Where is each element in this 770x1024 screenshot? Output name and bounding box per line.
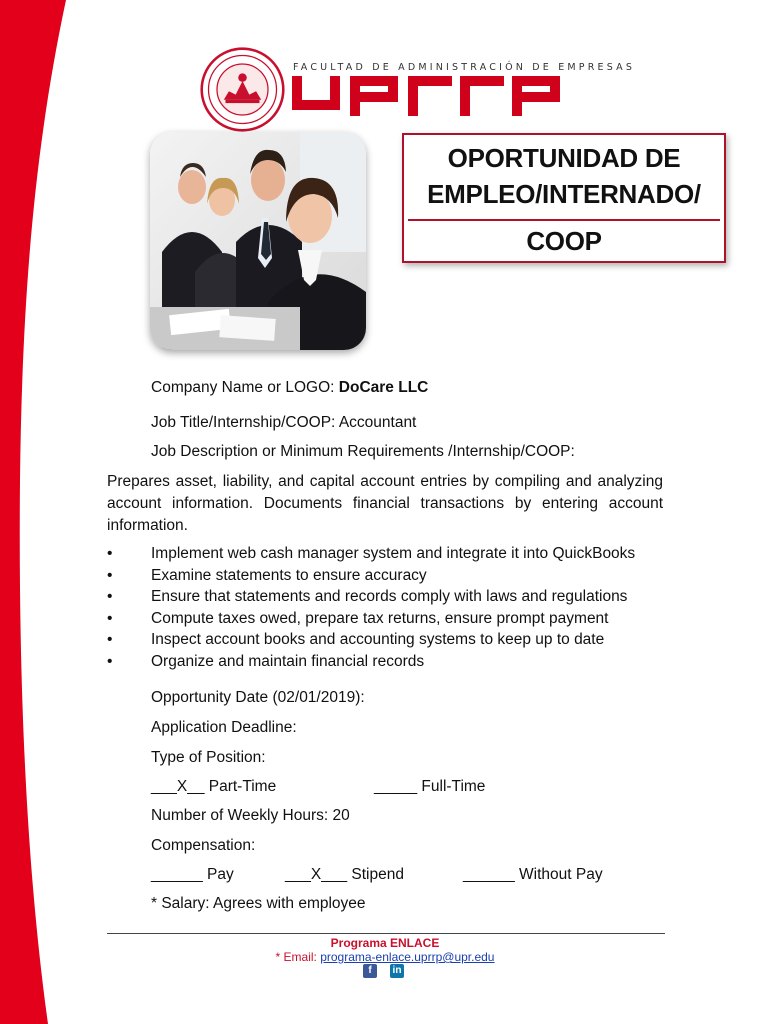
list-item: • Ensure that statements and records comply with laws and regulations	[107, 588, 628, 606]
job-title-row	[151, 414, 416, 432]
email-label: * Email:	[275, 950, 317, 964]
job-title-value: Accountant	[338, 414, 417, 431]
footer-divider	[107, 933, 665, 934]
email-link[interactable]: programa-enlace.uprrp@upr.edu	[320, 950, 495, 964]
compensation-label: Compensation:	[151, 837, 256, 854]
faculty-name: FACULTAD DE ADMINISTRACIÓN DE EMPRESAS	[293, 62, 636, 73]
footer-email-row	[0, 950, 770, 964]
list-item: • Implement web cash manager system and integrate it into QuickBooks	[107, 545, 636, 562]
uprrp-logo	[292, 76, 572, 116]
linkedin-icon[interactable]: in	[390, 964, 404, 978]
pay-option: ______ Pay	[151, 866, 234, 883]
business-team-photo	[150, 132, 366, 350]
title-line-1: OPORTUNIDAD DE	[447, 143, 681, 173]
job-title-label: Job Title/Internship/COOP:	[151, 414, 336, 431]
facebook-icon[interactable]: f	[363, 964, 377, 978]
list-item: • Examine statements to ensure accuracy	[107, 566, 427, 584]
program-name: Programa ENLACE	[330, 936, 440, 950]
job-description-label: Job Description or Minimum Requirements /Internship/COOP:	[151, 443, 575, 460]
company-label: Company Name or LOGO:	[151, 379, 335, 396]
salary-note: * Salary: Agrees with employee	[151, 895, 366, 912]
stipend-option: ___X___ Stipend	[285, 866, 404, 883]
company-value: DoCare LLC	[338, 379, 429, 396]
type-of-position: Type of Position:	[151, 749, 266, 766]
title-box	[402, 133, 726, 263]
list-item: • Compute taxes owed, prepare tax returns, ensure prompt payment	[107, 609, 609, 627]
without-pay-option: ______ Without Pay	[463, 866, 603, 883]
part-time-option: ___X__ Part-Time	[151, 778, 277, 795]
weekly-hours: Number of Weekly Hours: 20	[151, 807, 350, 824]
list-item: • Inspect account books and accounting systems to keep up to date	[107, 631, 605, 649]
duties-list	[107, 545, 667, 675]
application-deadline: Application Deadline:	[151, 719, 297, 736]
red-side-band	[0, 0, 80, 1024]
university-seal-icon	[200, 47, 285, 132]
title-divider	[408, 219, 720, 221]
list-item: • Organize and maintain financial records	[107, 652, 425, 670]
company-row	[151, 379, 428, 397]
title-line-3: COOP	[526, 226, 602, 256]
title-line-2: EMPLEO/INTERNADO/	[427, 179, 701, 209]
job-description-text: Prepares asset, liability, and capital account entries by compiling and analyzing account information. Documents financial transactions by entering account information.	[107, 473, 663, 534]
opportunity-date: Opportunity Date (02/01/2019):	[151, 689, 365, 706]
full-time-option: _____ Full-Time	[374, 778, 486, 795]
